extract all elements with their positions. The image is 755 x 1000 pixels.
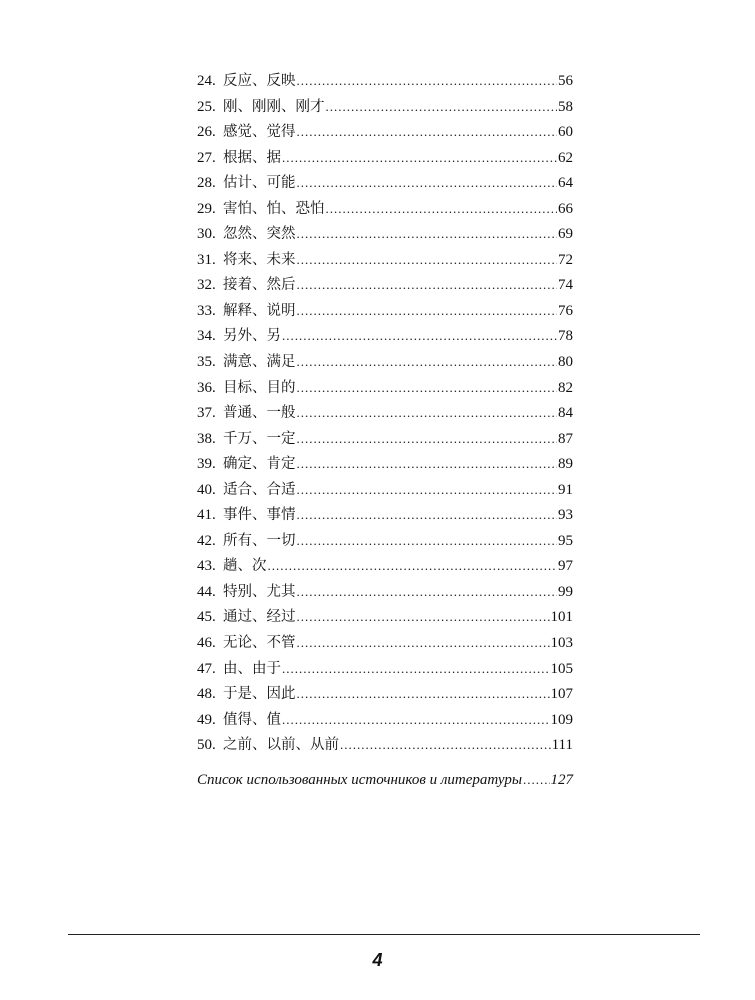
dot-leader (297, 630, 550, 656)
entry-page: 91 (558, 481, 573, 498)
entry-page: 111 (551, 737, 573, 754)
entry-number: 25. (197, 98, 216, 115)
toc-entry-39[interactable] (197, 451, 573, 477)
entry-title: 之前、以前、从前 (223, 737, 339, 754)
dot-leader (282, 145, 557, 171)
toc-entry-46[interactable] (197, 630, 573, 656)
entry-number: 40. (197, 481, 216, 498)
entry-page: 89 (558, 456, 573, 473)
entry-title: 反应、反映 (223, 73, 296, 89)
table-of-contents (197, 68, 573, 758)
toc-entry-26[interactable] (197, 119, 573, 145)
entry-page: 72 (558, 251, 573, 268)
entry-title: 解释、说明 (223, 302, 296, 319)
entry-page: 107 (550, 686, 573, 703)
entry-title: 普通、一般 (223, 405, 296, 422)
dot-leader (297, 119, 558, 145)
dot-leader (297, 502, 558, 528)
entry-number: 31. (197, 251, 216, 268)
dot-leader (282, 656, 550, 682)
entry-page: 60 (558, 124, 573, 141)
entry-number: 48. (197, 686, 216, 703)
toc-entry-50[interactable] (197, 732, 573, 758)
dot-leader (297, 221, 558, 247)
entry-number: 32. (197, 277, 216, 294)
entry-page: 78 (558, 328, 573, 345)
entry-page: 62 (558, 149, 573, 166)
dot-leader (297, 426, 558, 452)
entry-title: 感觉、觉得 (223, 124, 296, 141)
entry-number: 44. (197, 583, 216, 600)
dot-leader (297, 681, 550, 707)
entry-number: 43. (197, 558, 216, 575)
toc-entry-48[interactable] (197, 681, 573, 707)
entry-title: 忽然、突然 (223, 226, 296, 243)
toc-entry-24[interactable] (197, 68, 573, 94)
toc-entry-32[interactable] (197, 272, 573, 298)
toc-entry-27[interactable] (197, 145, 573, 171)
entry-title: 确定、肯定 (223, 456, 296, 473)
toc-entry-41[interactable] (197, 502, 573, 528)
entry-number: 37. (197, 405, 216, 422)
entry-page: 69 (558, 226, 573, 243)
entry-number: 28. (197, 175, 216, 192)
entry-title: 将来、未来 (223, 251, 296, 268)
entry-page: 66 (558, 200, 573, 217)
toc-entry-38[interactable] (197, 426, 573, 452)
dot-leader (297, 375, 558, 401)
toc-entry-40[interactable] (197, 477, 573, 503)
toc-entry-bibliography[interactable] (197, 772, 573, 789)
toc-entry-30[interactable] (197, 221, 573, 247)
entry-number: 49. (197, 711, 216, 728)
bibliography-page: 127 (550, 772, 573, 788)
toc-entry-47[interactable] (197, 656, 573, 682)
entry-title: 接着、然后 (223, 277, 296, 294)
toc-entry-25[interactable] (197, 94, 573, 120)
dot-leader (297, 272, 558, 298)
dot-leader (268, 553, 558, 579)
entry-number: 45. (197, 609, 216, 626)
entry-page: 76 (558, 302, 573, 319)
entry-page: 105 (550, 660, 573, 677)
entry-number: 26. (197, 124, 216, 141)
entry-number: 35. (197, 354, 216, 371)
entry-title: 趟、次 (223, 558, 267, 575)
entry-page: 101 (550, 609, 573, 626)
dot-leader (297, 477, 558, 503)
entry-title: 满意、满足 (223, 354, 296, 371)
dot-leader (297, 68, 558, 94)
dot-leader (297, 400, 558, 426)
entry-page: 109 (550, 711, 573, 728)
entry-number: 41. (197, 507, 216, 524)
bibliography-title: Список использованных источников и литературы (197, 772, 522, 788)
entry-number: 36. (197, 379, 216, 396)
toc-entry-34[interactable] (197, 323, 573, 349)
entry-page: 103 (550, 635, 573, 652)
dot-leader (297, 451, 558, 477)
toc-entry-33[interactable] (197, 298, 573, 324)
entry-title: 特别、尤其 (223, 583, 296, 600)
entry-number: 27. (197, 149, 216, 166)
dot-leader (282, 323, 557, 349)
toc-entry-49[interactable] (197, 707, 573, 733)
entry-page: 58 (558, 98, 573, 115)
toc-entry-36[interactable] (197, 375, 573, 401)
toc-entry-29[interactable] (197, 196, 573, 222)
toc-entry-28[interactable] (197, 170, 573, 196)
toc-entry-43[interactable] (197, 553, 573, 579)
entry-page: 93 (558, 507, 573, 524)
entry-title: 千万、一定 (223, 430, 296, 447)
dot-leader (297, 170, 558, 196)
entry-page: 97 (558, 558, 573, 575)
entry-page: 64 (558, 175, 573, 192)
dot-leader (340, 732, 551, 758)
dot-leader (523, 772, 550, 788)
toc-entry-45[interactable] (197, 604, 573, 630)
entry-number: 46. (197, 635, 216, 652)
entry-title: 刚、刚刚、刚才 (223, 98, 325, 115)
toc-entry-35[interactable] (197, 349, 573, 375)
entry-title: 由、由于 (223, 660, 281, 677)
entry-page: 84 (558, 405, 573, 422)
entry-title: 事件、事情 (223, 507, 296, 524)
entry-title: 目标、目的 (223, 379, 296, 396)
footer-rule (68, 934, 700, 935)
entry-number: 39. (197, 456, 216, 473)
entry-page: 87 (558, 430, 573, 447)
dot-leader (297, 528, 558, 554)
entry-page: 99 (558, 583, 573, 600)
dot-leader (282, 707, 550, 733)
dot-leader (297, 579, 558, 605)
entry-page: 56 (558, 73, 573, 89)
entry-number: 30. (197, 226, 216, 243)
dot-leader (297, 298, 558, 324)
toc-entry-42[interactable] (197, 528, 573, 554)
entry-title: 估计、可能 (223, 175, 296, 192)
entry-title: 无论、不管 (223, 635, 296, 652)
toc-entry-31[interactable] (197, 247, 573, 273)
entry-title: 适合、合适 (223, 481, 296, 498)
entry-page: 74 (558, 277, 573, 294)
entry-title: 通过、经过 (223, 609, 296, 626)
entry-page: 95 (558, 532, 573, 549)
entry-number: 34. (197, 328, 216, 345)
page-number: 4 (372, 950, 383, 970)
dot-leader (326, 196, 558, 222)
entry-number: 29. (197, 200, 216, 217)
entry-title: 害怕、怕、恐怕 (223, 200, 325, 217)
dot-leader (297, 349, 558, 375)
entry-title: 所有、一切 (223, 532, 296, 549)
entry-number: 33. (197, 302, 216, 319)
entry-title: 另外、另 (223, 328, 281, 345)
entry-number: 50. (197, 737, 216, 754)
entry-number: 47. (197, 660, 216, 677)
entry-number: 42. (197, 532, 216, 549)
dot-leader (297, 247, 558, 273)
entry-title: 根据、据 (223, 149, 281, 166)
entry-page: 82 (558, 379, 573, 396)
entry-number: 24. (197, 73, 216, 89)
toc-entry-44[interactable] (197, 579, 573, 605)
toc-entry-37[interactable] (197, 400, 573, 426)
dot-leader (326, 94, 558, 120)
entry-title: 值得、值 (223, 711, 281, 728)
entry-number: 38. (197, 430, 216, 447)
entry-title: 于是、因此 (223, 686, 296, 703)
entry-page: 80 (558, 354, 573, 371)
dot-leader (297, 604, 550, 630)
